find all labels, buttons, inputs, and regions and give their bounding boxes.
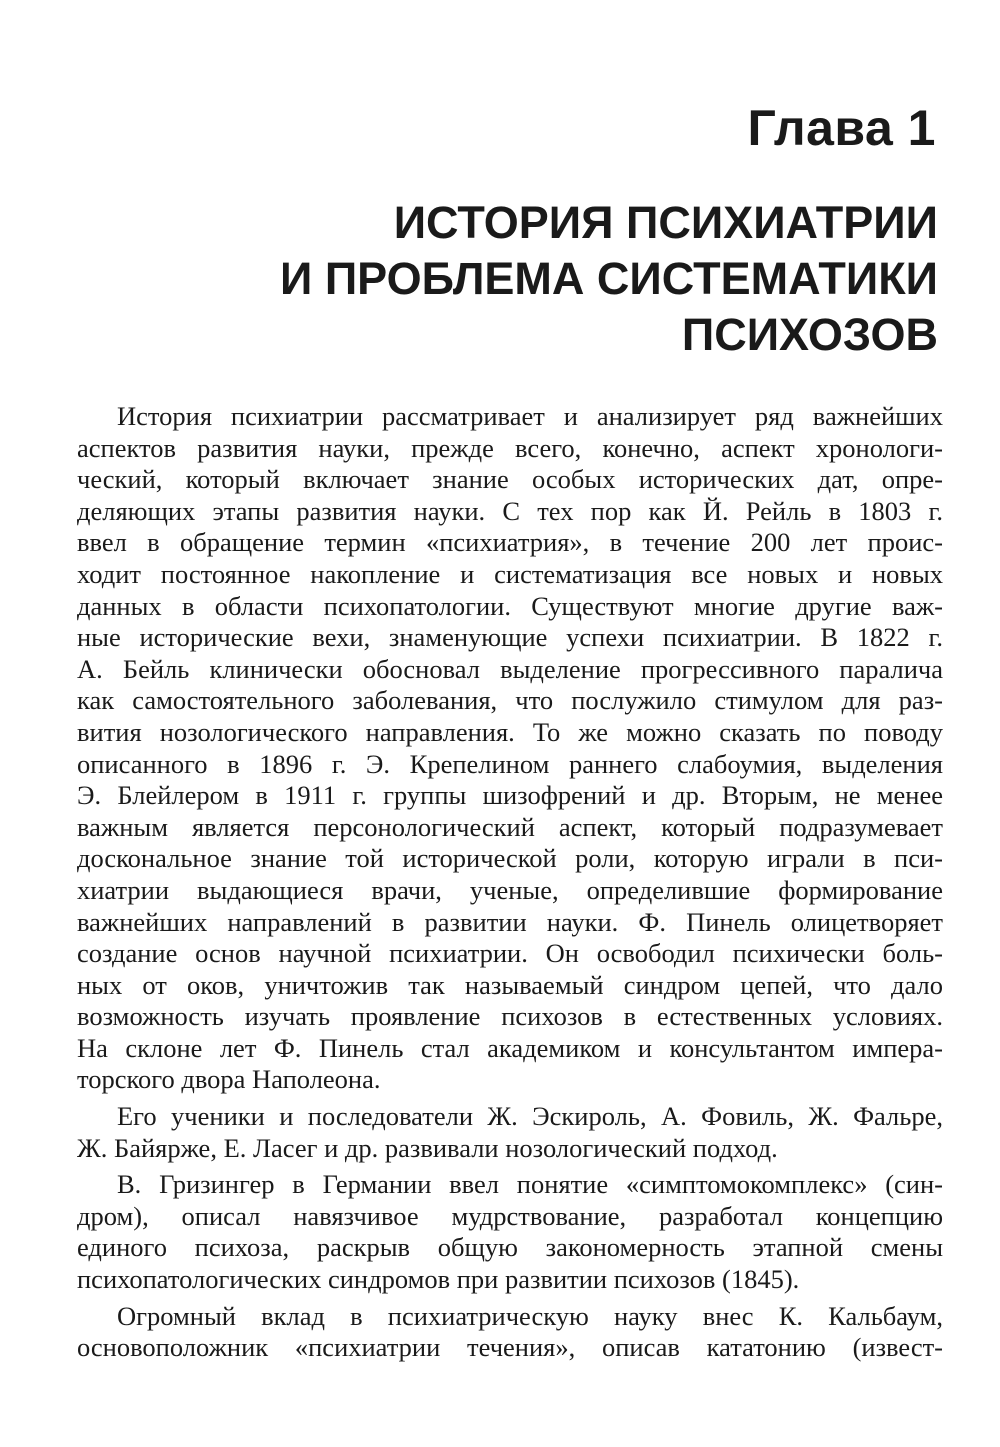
- text-line: ходит постоянное накопление и систематизация все новых и новых: [77, 558, 943, 589]
- text-line: История психиатрии рассматривает и анализирует ряд важнейших: [117, 401, 943, 431]
- chapter-title: [58, 195, 938, 363]
- text-line: Э. Блейлером в 1911 г. группы шизофрений и др. Вторым, не менее: [77, 780, 943, 811]
- chapter-number-heading: Глава 1: [747, 100, 936, 156]
- text-line: возможность изучать проявление психозов в естественных условиях.: [77, 1001, 943, 1032]
- text-line: психопатологических синдромов при развитии психозов (1845).: [77, 1264, 800, 1295]
- text-line: основоположник «психиатрии течения», описав кататонию (извест-: [77, 1332, 943, 1363]
- paragraph: [77, 1301, 943, 1364]
- paragraph: [77, 1169, 943, 1295]
- text-line: ные исторические вехи, знаменующие успехи психиатрии. В 1822 г.: [77, 622, 943, 653]
- text-line: как самостоятельного заболевания, что послужило стимулом для раз-: [77, 685, 943, 716]
- paragraph: [77, 1101, 943, 1164]
- text-line: вития нозологического направления. То же можно сказать по поводу: [77, 716, 943, 747]
- text-line: хиатрии выдающиеся врачи, ученые, определившие формирование: [77, 874, 943, 905]
- text-line: А. Бейль клинически обосновал выделение прогрессивного паралича: [77, 653, 943, 684]
- text-line: ввел в обращение термин «психиатрия», в течение 200 лет проис-: [77, 527, 943, 558]
- text-line: описанного в 1896 г. Э. Крепелином раннего слабоумия, выделения: [77, 748, 943, 779]
- text-line: данных в области психопатологии. Существуют многие другие важ-: [77, 590, 943, 621]
- body-text: [77, 401, 943, 1369]
- text-line: Ж. Байярже, Е. Ласег и др. развивали нозологический подход.: [77, 1132, 778, 1163]
- text-line: Его ученики и последователи Ж. Эскироль, А. Фовиль, Ж. Фальре,: [117, 1101, 943, 1132]
- text-line: На склоне лет Ф. Пинель стал академиком и консультантом импера-: [77, 1032, 943, 1063]
- text-line: дром), описал навязчивое мудрствование, разработал концепцию: [77, 1200, 943, 1231]
- text-line: доскональное знание той исторической роли, которую играли в пси-: [77, 843, 943, 874]
- text-line: деляющих этапы развития науки. С тех пор как Й. Рейль в 1803 г.: [77, 495, 943, 526]
- text-line: ческий, который включает знание особых исторических дат, опре-: [77, 464, 943, 495]
- text-line: Огромный вклад в психиатрическую науку внес К. Кальбаум,: [117, 1300, 943, 1331]
- text-line: торского двора Наполеона.: [77, 1064, 381, 1095]
- chapter-title-line: И ПРОБЛЕМА СИСТЕМАТИКИ: [279, 253, 938, 304]
- text-line: В. Гризингер в Германии ввел понятие «симптомокомплекс» (син-: [117, 1169, 943, 1200]
- paragraph: [77, 401, 943, 1096]
- text-line: важным является персонологический аспект, который подразумевает: [77, 811, 943, 842]
- text-line: создание основ научной психиатрии. Он освободил психически боль-: [77, 938, 943, 969]
- text-line: аспектов развития науки, прежде всего, конечно, аспект хронологи-: [77, 432, 943, 463]
- chapter-title-line: ПСИХОЗОВ: [681, 309, 938, 360]
- chapter-title-line: ИСТОРИЯ ПСИХИАТРИИ: [393, 197, 938, 248]
- text-line: ных от оков, уничтожив так называемый синдром цепей, что дало: [77, 969, 943, 1000]
- text-line: единого психоза, раскрыв общую закономерность этапной смены: [77, 1232, 943, 1263]
- text-line: важнейших направлений в развитии науки. Ф. Пинель олицетворяет: [77, 906, 943, 937]
